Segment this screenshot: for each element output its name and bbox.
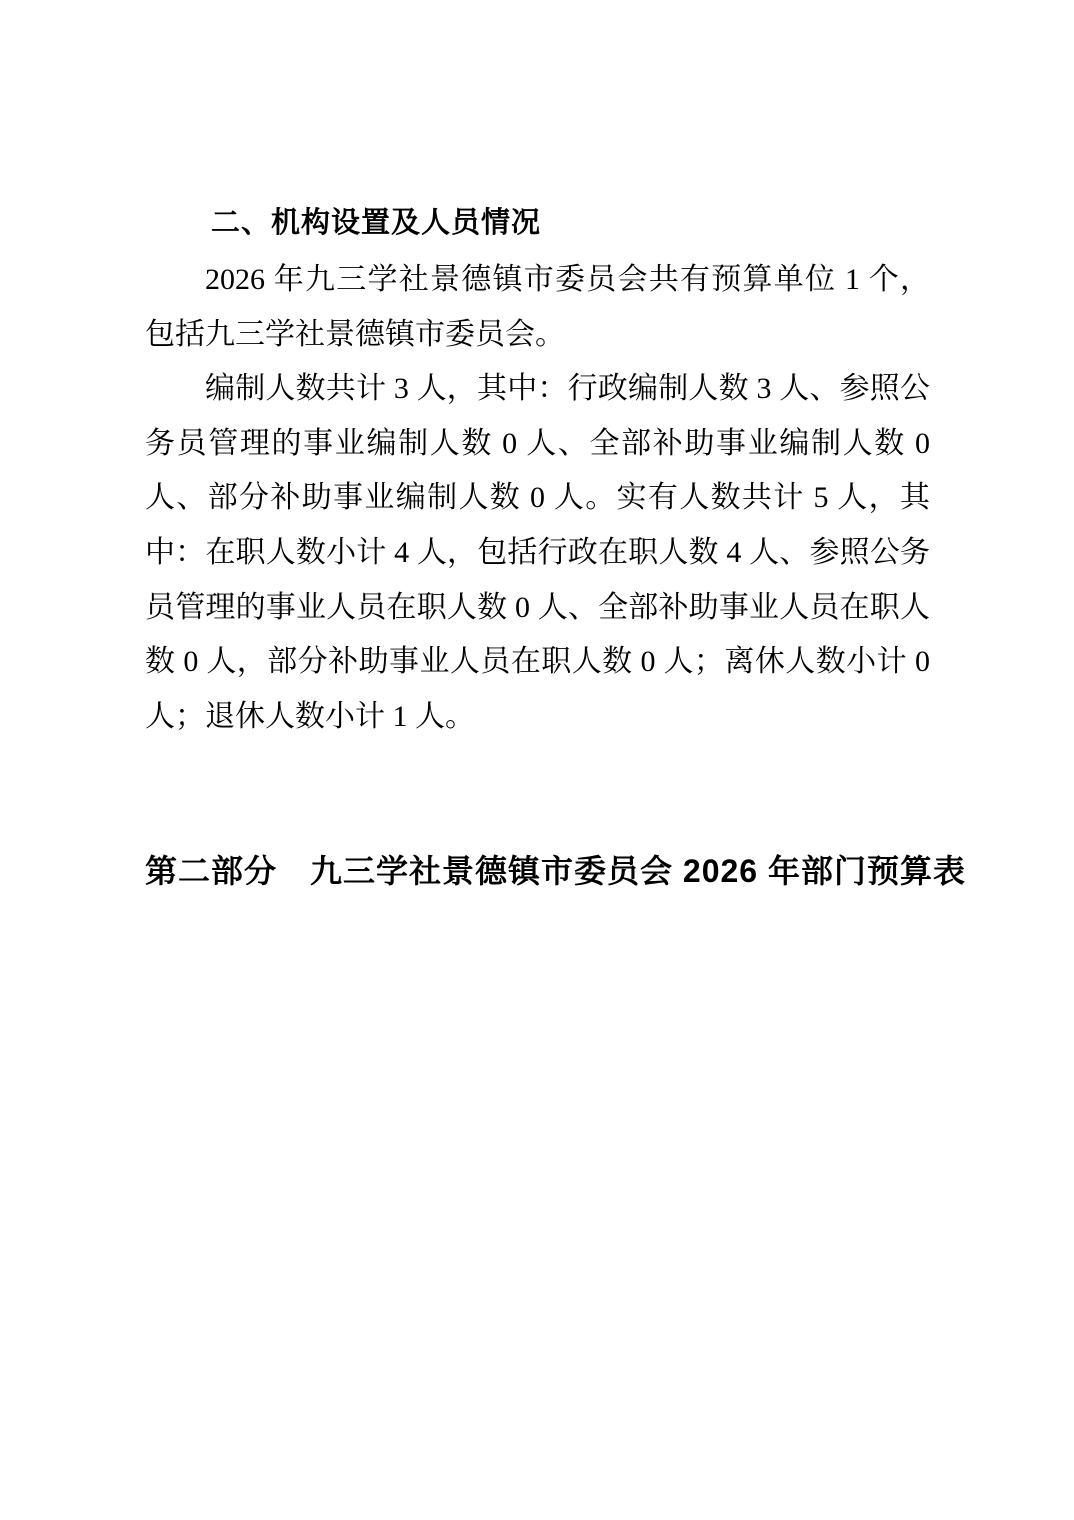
paragraph-staffing: 编制人数共计 3 人，其中：行政编制人数 3 人、参照公务员管理的事业编制人数 0 人、全部补助事业编制人数 0 人、部分补助事业编制人数 0 人。实有人数共计 5 人，其中：在职人数小计 4 人，包括行政在职人数 4 人、参照公务员管理的事业人员在职人数 0 人、全部补助事业人员在职人数 0 人，部分补助事业人员在职人数 0 人；离休人数小计 0 人；退休人数小计 1 人。 xyxy=(145,372,930,733)
paragraph-budget-units: 2026 年九三学社景德镇市委员会共有预算单位 1 个，包括九三学社景德镇市委员会。 xyxy=(145,263,930,351)
page-content xyxy=(145,0,966,891)
section-heading: 二、机构设置及人员情况 xyxy=(211,207,542,239)
part-heading: 第二部分 九三学社景德镇市委员会 2026 年部门预算表 xyxy=(145,853,966,890)
